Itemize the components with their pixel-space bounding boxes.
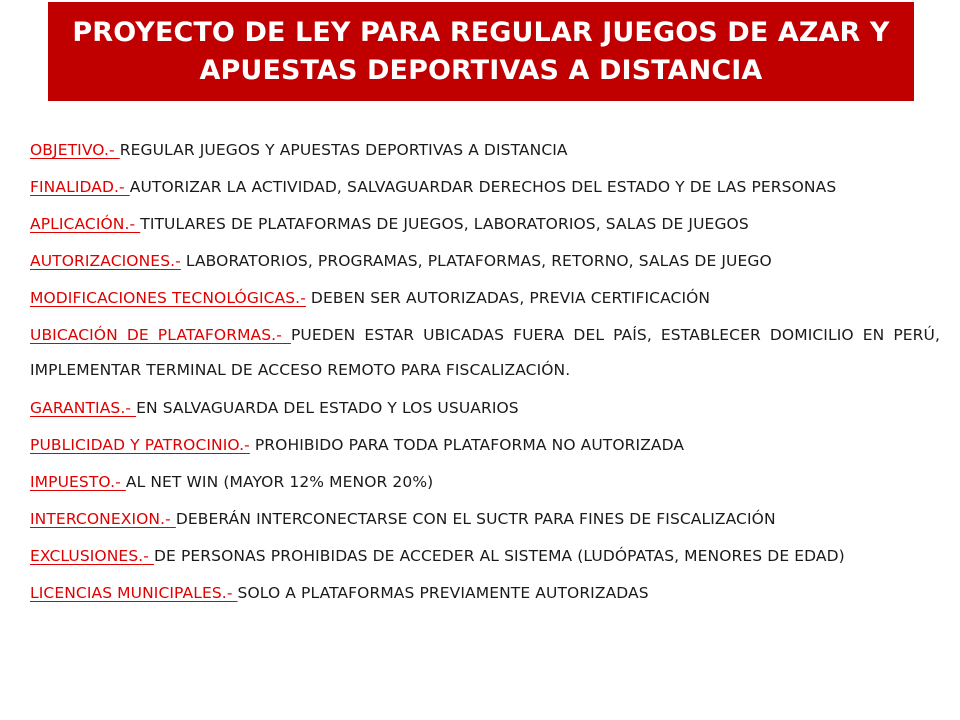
item-text: DE PERSONAS PROHIBIDAS DE ACCEDER AL SISTEMA (LUDÓPATAS, MENORES DE EDAD) bbox=[154, 547, 845, 565]
title-banner bbox=[48, 2, 914, 101]
item-label: GARANTIAS.- bbox=[30, 399, 137, 417]
item-label: UBICACIÓN DE PLATAFORMAS.- bbox=[30, 326, 291, 344]
item-text: SOLO A PLATAFORMAS PREVIAMENTE AUTORIZADAS bbox=[237, 584, 649, 602]
list-item-finalidad bbox=[30, 177, 940, 197]
title-line-1: PROYECTO DE LEY PARA REGULAR JUEGOS DE AZAR Y bbox=[72, 16, 890, 48]
item-list bbox=[30, 140, 940, 620]
list-item-ubicacion bbox=[30, 318, 940, 388]
item-text: LABORATORIOS, PROGRAMAS, PLATAFORMAS, RETORNO, SALAS DE JUEGO bbox=[180, 252, 772, 270]
item-label: APLICACIÓN.- bbox=[30, 215, 141, 233]
list-item-interconexion bbox=[30, 509, 940, 529]
item-text: PUEDEN ESTAR UBICADAS FUERA DEL PAÍS, ESTABLECER DOMICILIO EN PERÚ, IMPLEMENTAR TERMINAL DE ACCESO REMOTO PARA FISCALIZACIÓN. bbox=[30, 326, 940, 379]
list-item-objetivo bbox=[30, 140, 940, 160]
list-item-garantias bbox=[30, 398, 940, 418]
list-item-licencias bbox=[30, 583, 940, 603]
item-text: EN SALVAGUARDA DEL ESTADO Y LOS USUARIOS bbox=[136, 399, 519, 417]
item-label: OBJETIVO.- bbox=[30, 141, 120, 159]
title-line-2: APUESTAS DEPORTIVAS A DISTANCIA bbox=[199, 54, 763, 86]
item-label: PUBLICIDAD Y PATROCINIO.- bbox=[30, 436, 250, 454]
item-text: TITULARES DE PLATAFORMAS DE JUEGOS, LABORATORIOS, SALAS DE JUEGOS bbox=[140, 215, 749, 233]
list-item-impuesto bbox=[30, 472, 940, 492]
item-text: AUTORIZAR LA ACTIVIDAD, SALVAGUARDAR DERECHOS DEL ESTADO Y DE LAS PERSONAS bbox=[129, 178, 837, 196]
item-label: EXCLUSIONES.- bbox=[30, 547, 154, 565]
item-label: FINALIDAD.- bbox=[30, 178, 130, 196]
item-label: MODIFICACIONES TECNOLÓGICAS.- bbox=[30, 289, 306, 307]
item-text: REGULAR JUEGOS Y APUESTAS DEPORTIVAS A DISTANCIA bbox=[119, 141, 568, 159]
list-item-aplicacion bbox=[30, 214, 940, 234]
item-label: LICENCIAS MUNICIPALES.- bbox=[30, 584, 238, 602]
slide-title bbox=[72, 14, 889, 90]
list-item-exclusiones bbox=[30, 546, 940, 566]
list-item-modificaciones bbox=[30, 288, 940, 308]
item-text: AL NET WIN (MAYOR 12% MENOR 20%) bbox=[125, 473, 434, 491]
list-item-publicidad bbox=[30, 435, 940, 455]
item-label: IMPUESTO.- bbox=[30, 473, 126, 491]
list-item-autorizaciones bbox=[30, 251, 940, 271]
item-text: DEBERÁN INTERCONECTARSE CON EL SUCTR PARA FINES DE FISCALIZACIÓN bbox=[175, 510, 776, 528]
item-label: AUTORIZACIONES.- bbox=[30, 252, 181, 270]
item-text: DEBEN SER AUTORIZADAS, PREVIA CERTIFICACIÓN bbox=[305, 289, 711, 307]
item-text: PROHIBIDO PARA TODA PLATAFORMA NO AUTORIZADA bbox=[249, 436, 685, 454]
item-label: INTERCONEXION.- bbox=[30, 510, 176, 528]
